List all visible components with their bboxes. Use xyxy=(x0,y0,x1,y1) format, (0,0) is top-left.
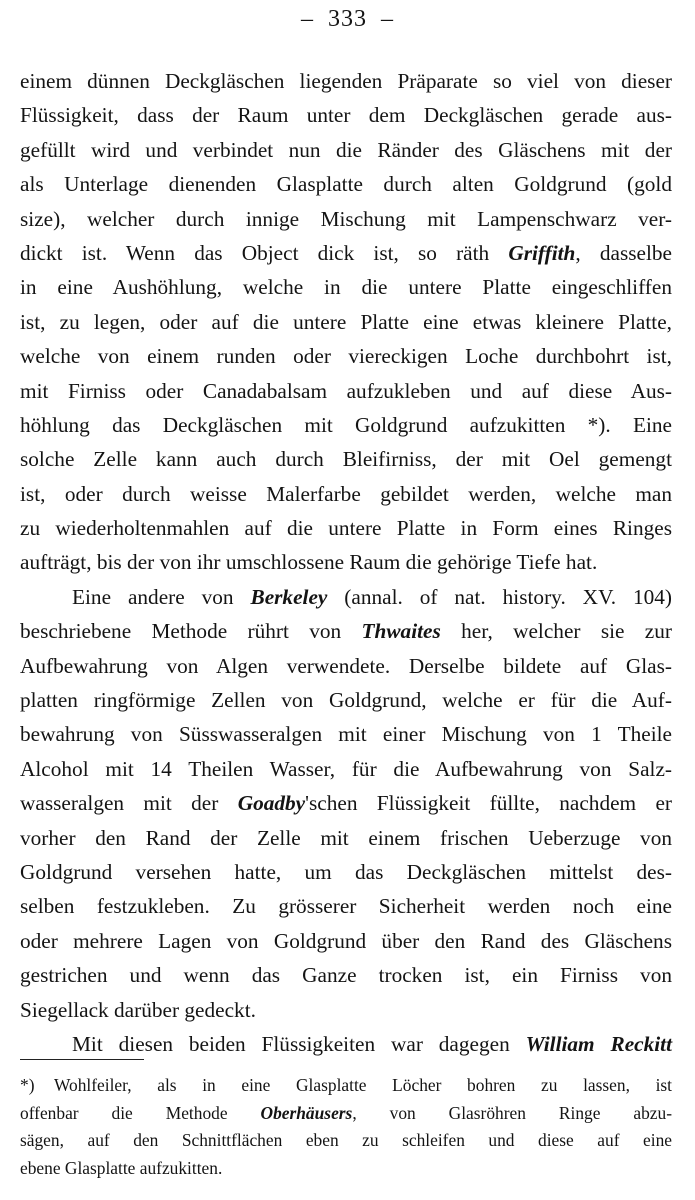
footnote xyxy=(20,1072,672,1182)
author-name: Goadby xyxy=(237,791,306,816)
text-line: aufträgt, bis der von ihr umschlossene Raum die gehörige Tiefe hat. xyxy=(20,550,598,575)
text-line: dickt ist. Wenn das Object dick ist, so räth Griffith, dasselbe xyxy=(20,240,672,265)
text-line: ist, zu legen, oder auf die untere Platte eine etwas kleinere Platte, xyxy=(20,309,672,334)
text-line: vorher den Rand der Zelle mit einem frischen Ueberzuge von xyxy=(20,825,672,850)
text-line: mit Firniss oder Canadabalsam aufzukleben und auf diese Aus- xyxy=(20,378,672,403)
text-line: beschriebene Methode rührt von Thwaites her, welcher sie zur xyxy=(20,619,672,644)
text-line: Flüssigkeit, dass der Raum unter dem Deckgläschen gerade aus- xyxy=(20,103,672,128)
author-name: Berkeley xyxy=(250,584,328,609)
footnote-marker: *) xyxy=(20,1075,35,1095)
text-line: solche Zelle kann auch durch Bleifirniss, der mit Oel gemengt xyxy=(20,447,672,472)
author-name: William Reckitt xyxy=(525,1031,672,1056)
text-line: einem dünnen Deckgläschen liegenden Präparate so viel von dieser xyxy=(20,69,672,93)
header-dash-left: – xyxy=(301,6,314,32)
author-name: Oberhäusers xyxy=(260,1102,353,1123)
main-text xyxy=(20,64,672,1061)
text-line: welche von einem runden oder viereckigen Loche durchbohrt ist, xyxy=(20,344,672,369)
footnote-line: sägen, auf den Schnittflächen eben zu schleifen und diese auf eine xyxy=(20,1130,672,1150)
text-line: Alcohol mit 14 Theilen Wasser, für die Aufbewahrung von Salz- xyxy=(20,756,672,781)
footnote-line: ebene Glasplatte aufzukitten. xyxy=(20,1157,223,1178)
text-line: size), welcher durch innige Mischung mit Lampenschwarz ver- xyxy=(20,206,672,231)
text-line: Aufbewahrung von Algen verwendete. Derselbe bildete auf Glas- xyxy=(20,653,672,678)
footnote-line: *) Wohlfeiler, als in eine Glasplatte Löcher bohren zu lassen, ist xyxy=(20,1072,672,1100)
text-line: Eine andere von Berkeley (annal. of nat. history. XV. 104) xyxy=(72,584,672,609)
footnote-divider xyxy=(20,1059,144,1060)
text-line: Mit diesen beiden Flüssigkeiten war dagegen William Reckitt xyxy=(72,1031,672,1056)
text-line: bewahrung von Süsswasseralgen mit einer Mischung von 1 Theile xyxy=(20,722,672,747)
text-line: als Unterlage dienenden Glasplatte durch alten Goldgrund (gold xyxy=(20,172,672,197)
text-line: ist, oder durch weisse Malerfarbe gebildet werden, welche man xyxy=(20,481,672,506)
header-dash-right: – xyxy=(381,6,394,32)
text-line: gestrichen und wenn das Ganze trocken ist, ein Firniss von xyxy=(20,963,672,988)
text-line: selben festzukleben. Zu grösserer Sicherheit werden noch eine xyxy=(20,894,672,919)
footnote-line: offenbar die Methode Oberhäusers, von Glasröhren Ringe abzu- xyxy=(20,1102,672,1123)
author-name: Griffith xyxy=(508,240,576,265)
text-line: Siegellack darüber gedeckt. xyxy=(20,997,256,1022)
page-header xyxy=(0,6,695,33)
author-name: Thwaites xyxy=(361,619,441,644)
text-line: oder mehrere Lagen von Goldgrund über den Rand des Gläschens xyxy=(20,928,672,953)
page-number: 333 xyxy=(328,6,367,32)
text-line: gefüllt wird und verbindet nun die Ränder des Gläschens mit der xyxy=(20,137,672,162)
text-line: wasseralgen mit der Goadby'schen Flüssigkeit füllte, nachdem er xyxy=(20,791,673,816)
text-line: in eine Aushöhlung, welche in die untere Platte eingeschliffen xyxy=(20,275,672,300)
text-line: zu wiederholtenmahlen auf die untere Platte in Form eines Ringes xyxy=(20,516,672,541)
text-line: platten ringförmige Zellen von Goldgrund, welche er für die Auf- xyxy=(20,688,672,713)
text-line: Goldgrund versehen hatte, um das Deckgläschen mittelst des- xyxy=(20,859,672,884)
text-line: höhlung das Deckgläschen mit Goldgrund aufzukitten *). Eine xyxy=(20,412,672,437)
